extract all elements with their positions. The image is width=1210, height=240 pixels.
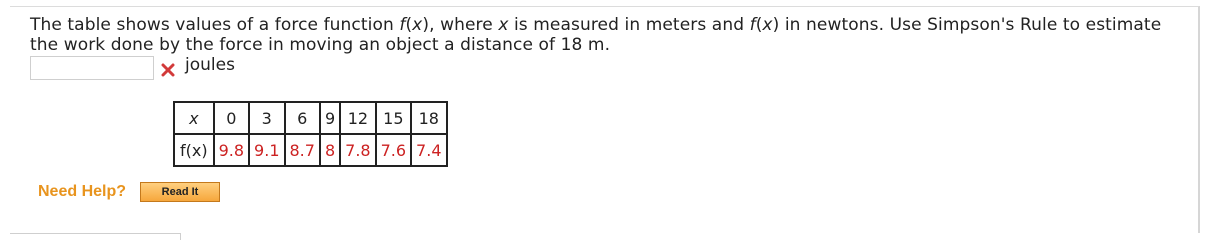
table-cell-x: 9 [320, 102, 340, 134]
question-text-part: is measured in meters and [508, 15, 750, 35]
variable-x: x [412, 15, 423, 35]
answer-units: joules [185, 55, 235, 75]
table-header-fx: f(x) [174, 134, 214, 166]
table-cell-fx: 8 [320, 134, 340, 166]
question-text [30, 15, 1190, 55]
function-symbol: f [749, 15, 756, 35]
table-header-x [174, 102, 214, 134]
question-text-part: , where [429, 15, 499, 35]
need-help-label: Need Help? [38, 183, 127, 200]
variable-x: x [498, 15, 509, 35]
table-row-fx [174, 134, 447, 166]
table-cell-x: 6 [285, 102, 320, 134]
paren: ( [755, 15, 763, 35]
table-cell-x: 3 [249, 102, 284, 134]
table-cell-x: 12 [340, 102, 375, 134]
question-text-part: in newtons. Use Simpson's Rule to estimate the work done by the force in moving an object a distance of 18 m. [30, 15, 1162, 55]
table-cell-x: 18 [411, 102, 446, 134]
help-row [38, 182, 220, 202]
x-label: x [189, 108, 199, 128]
table-cell-x: 0 [214, 102, 249, 134]
table-cell-fx: 9.1 [249, 134, 284, 166]
force-values-table [173, 101, 448, 167]
read-it-button[interactable]: Read It [140, 182, 220, 202]
table-cell-fx: 7.6 [376, 134, 411, 166]
panel-divider [10, 233, 181, 240]
table-row-x [174, 102, 447, 134]
paren: ) [422, 15, 430, 35]
table-cell-fx: 8.7 [285, 134, 320, 166]
answer-input[interactable] [30, 56, 154, 80]
table-cell-x: 15 [376, 102, 411, 134]
question-text-part: The table shows values of a force function [30, 15, 400, 35]
incorrect-x-icon [161, 63, 175, 77]
variable-x: x [762, 15, 773, 35]
paren: ) [772, 15, 780, 35]
table-cell-fx: 7.8 [340, 134, 375, 166]
function-symbol: f [399, 15, 406, 35]
table-cell-fx: 9.8 [214, 134, 249, 166]
table-cell-fx: 7.4 [411, 134, 446, 166]
paren: ( [405, 15, 413, 35]
answer-row [30, 55, 235, 81]
